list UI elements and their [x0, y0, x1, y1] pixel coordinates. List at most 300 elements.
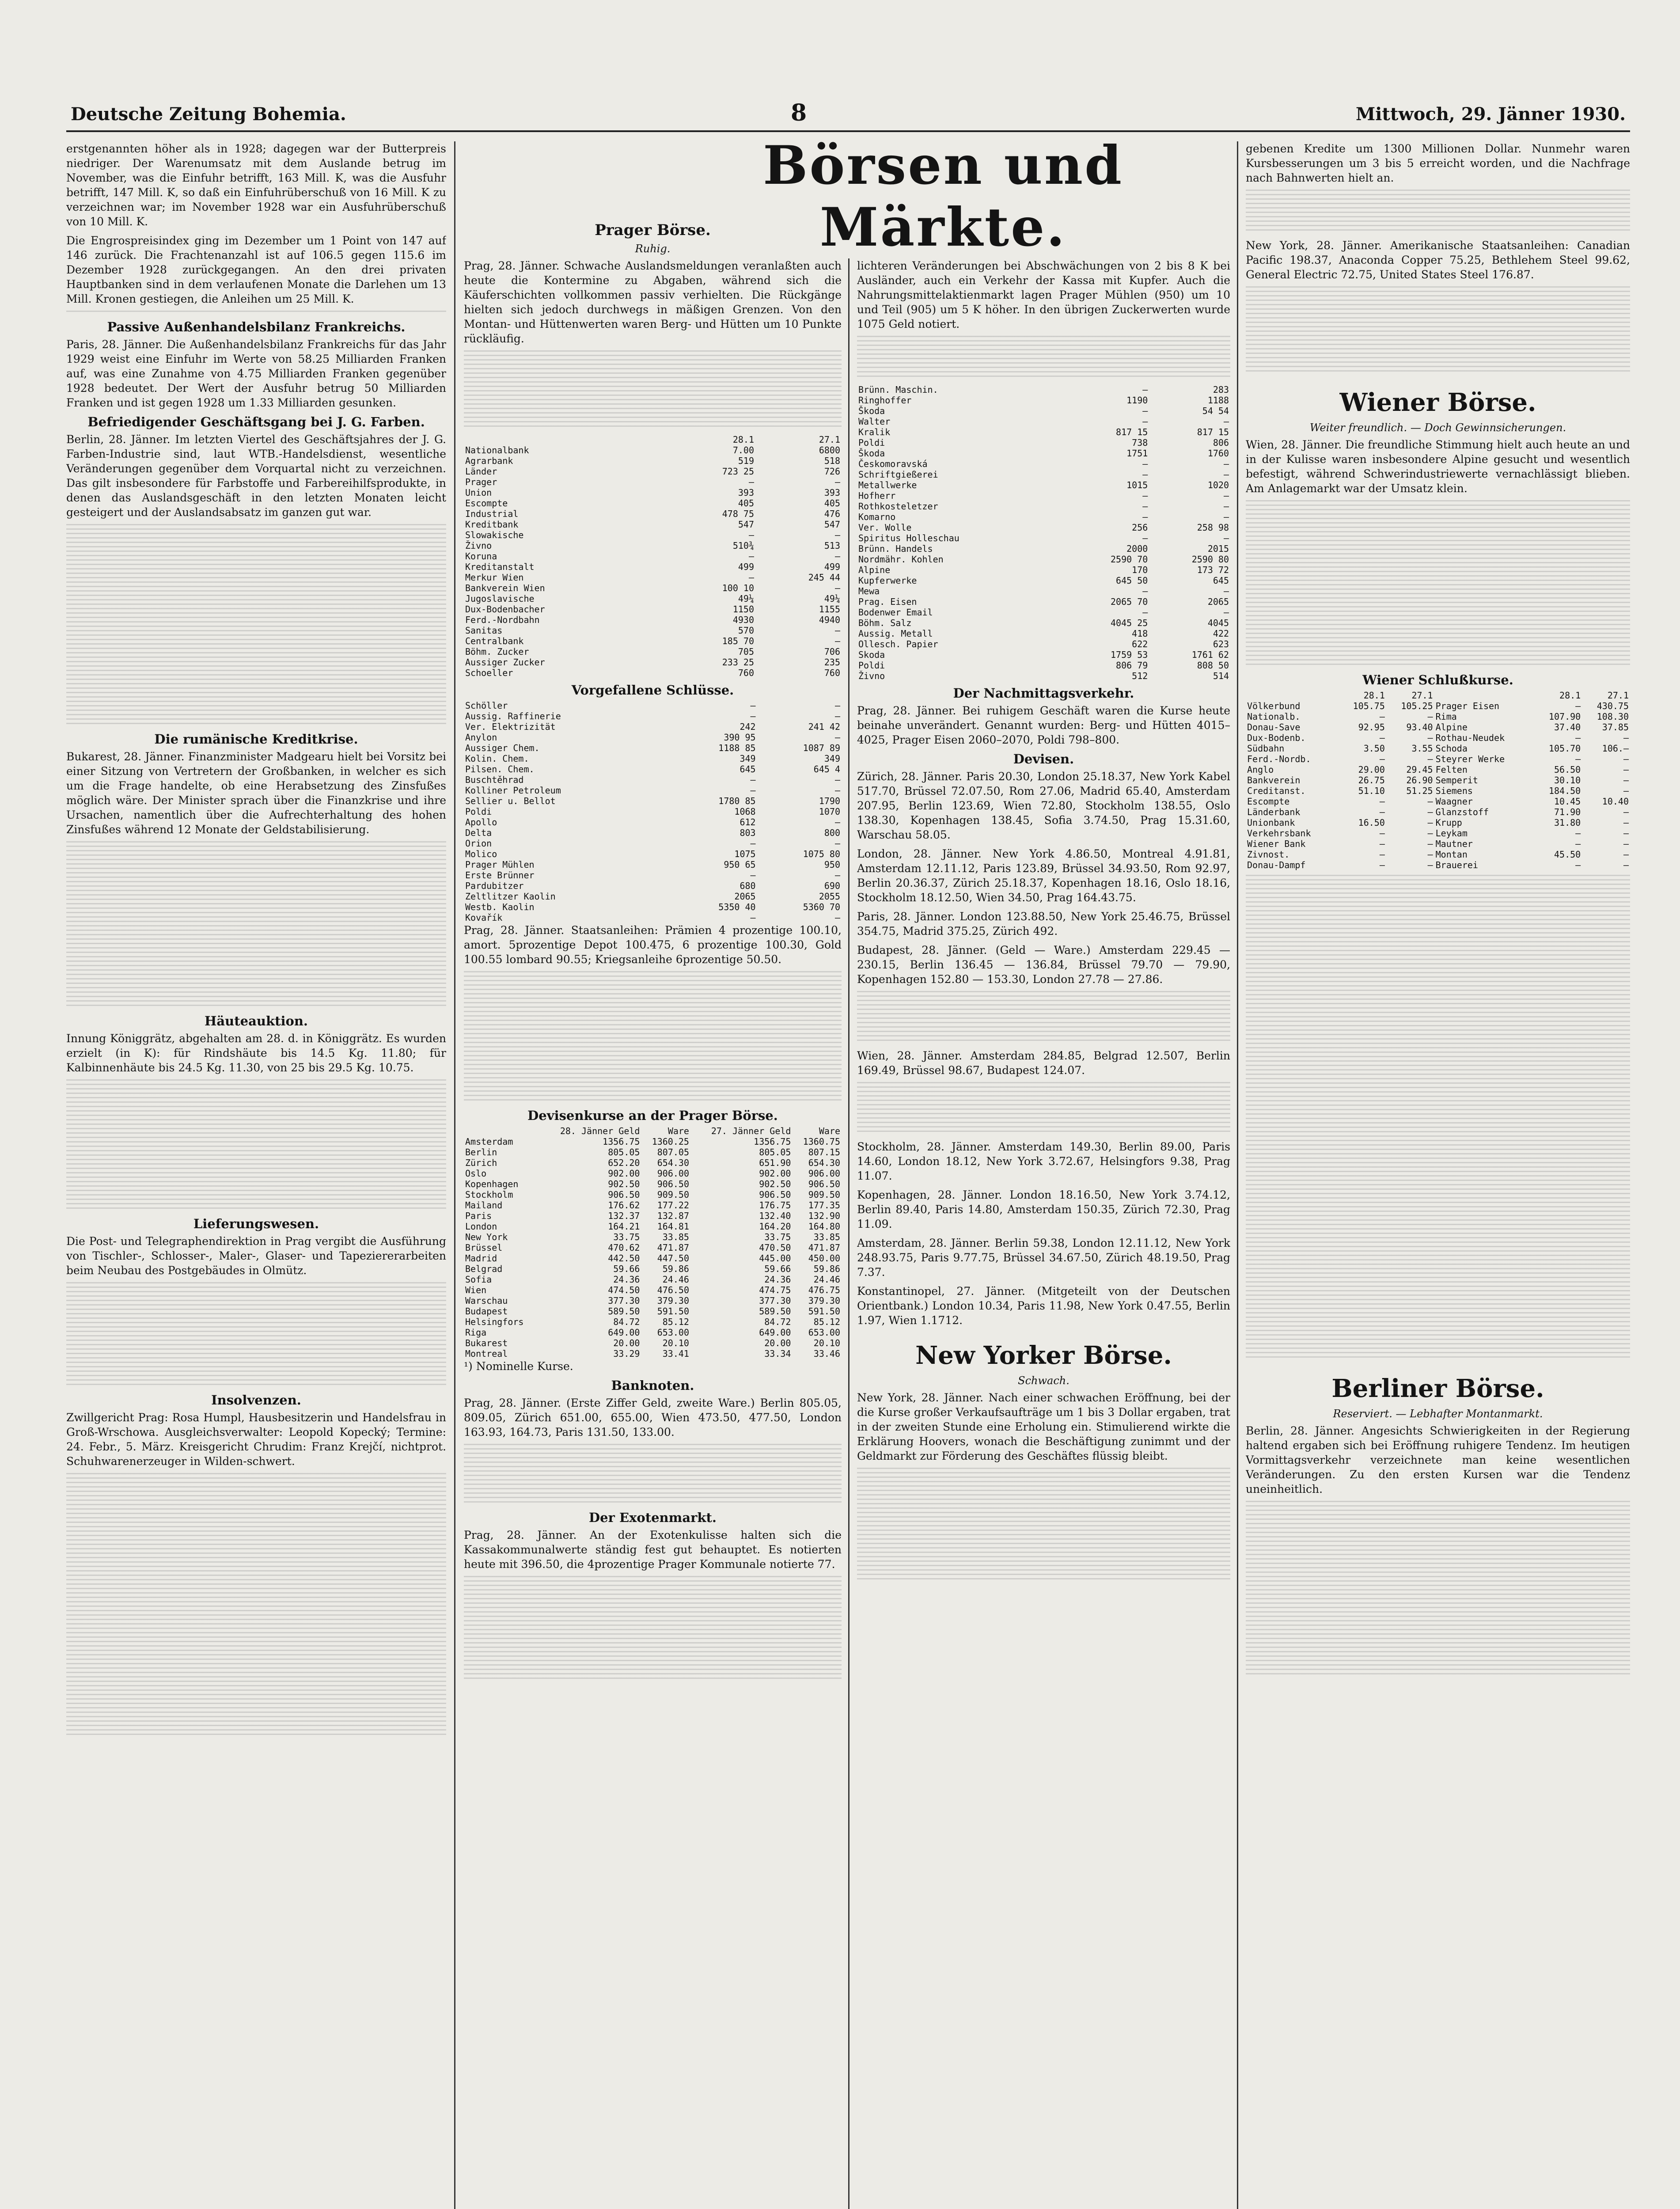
- table-row: [857, 480, 1230, 490]
- table-cell: 706: [824, 646, 840, 657]
- table-cell: 6800: [819, 445, 840, 455]
- table-cell: 589.50: [608, 1306, 640, 1317]
- table-row: [464, 1253, 842, 1264]
- table-row: [464, 445, 842, 455]
- table-row: [464, 1306, 842, 1317]
- table-cell: Aussiger Chem.: [465, 743, 540, 753]
- table-cell: 241 42: [808, 721, 840, 732]
- table-cell: 902.50: [759, 1179, 791, 1189]
- table-cell: —: [1379, 828, 1385, 839]
- table-cell: Ver. Elektrizität: [465, 721, 556, 732]
- table-cell: Alpine: [1435, 722, 1468, 733]
- table-cell: 33.29: [613, 1348, 640, 1359]
- table-cell: 807.15: [808, 1147, 840, 1158]
- table-cell: —: [1623, 817, 1629, 828]
- closing-prices-table: [1246, 690, 1630, 870]
- table-cell: 5360 70: [803, 902, 840, 912]
- table-row: [857, 469, 1230, 480]
- table-cell: 85.12: [813, 1317, 840, 1327]
- table-cell: 105.75: [1353, 701, 1385, 711]
- table-cell: 499: [824, 562, 840, 572]
- table-cell: —: [1379, 860, 1385, 870]
- page-number: 8: [791, 99, 807, 126]
- table-cell: —: [1379, 754, 1385, 764]
- table-row: [857, 512, 1230, 522]
- table-cell: Živno: [465, 540, 492, 551]
- table-cell: 800: [824, 827, 840, 838]
- table-cell: Brünn. Maschin.: [858, 384, 938, 395]
- stock-table: [464, 434, 842, 678]
- table-cell: —: [1223, 607, 1229, 618]
- table-row: [464, 1200, 842, 1211]
- table-cell: 51.10: [1358, 786, 1385, 796]
- table-cell: Völkerbund: [1247, 701, 1301, 711]
- table-cell: —: [1142, 469, 1148, 480]
- table-cell: 654.30: [657, 1158, 689, 1168]
- table-cell: 3.50: [1363, 743, 1385, 754]
- table-cell: Poldi: [465, 806, 492, 817]
- table-cell: —: [1575, 860, 1581, 870]
- article-text: Die Engrospreisindex ging im Dezember um 1 Point von 147 auf 146 zurück. Die Frachtenanzahl ist auf 106.5 gegen 115.6 im Dezember 1928 zurückgegangen. An den drei privaten Hauptbanken sind in dem verlaufenen Monate die Darlehen um 13 Mill. Kronen gestiegen, die Anleihen um 25 Mill. K.: [66, 234, 446, 305]
- table-row: [857, 522, 1230, 533]
- table-row: [464, 562, 842, 572]
- footnote: ¹) Nominelle Kurse.: [464, 1360, 573, 1373]
- text-filler: [464, 1576, 842, 1682]
- table-cell: 1070: [819, 806, 840, 817]
- table-cell: —: [750, 700, 756, 711]
- table-cell: 85.12: [662, 1317, 689, 1327]
- table-cell: Slowakische: [465, 530, 524, 540]
- table-cell: —: [1223, 586, 1229, 596]
- table-row: [464, 700, 842, 711]
- table-cell: Escompte: [1247, 796, 1290, 807]
- table-header: 28.1: [1559, 690, 1581, 701]
- table-row: [464, 1348, 842, 1359]
- table-cell: —: [750, 838, 756, 849]
- column-3: [857, 258, 1230, 2209]
- table-row: [464, 1136, 842, 1147]
- table-cell: 1020: [1207, 480, 1229, 490]
- text-filler: [66, 524, 446, 727]
- table-cell: 1356.75: [603, 1136, 640, 1147]
- article-text: Kopenhagen, 28. Jänner. London 18.16.50, New York 3.74.12, Berlin 89.40, Paris 14.80, Amsterdam 150.35, Zürich 72.30, Prag 11.09.: [857, 1188, 1230, 1230]
- table-cell: 59.86: [813, 1264, 840, 1274]
- table-cell: 31.80: [1554, 817, 1581, 828]
- table-row: [464, 849, 842, 859]
- table-cell: 170: [1132, 565, 1148, 575]
- table-cell: 1790: [819, 796, 840, 806]
- table-cell: 512: [1132, 671, 1148, 681]
- table-row: [1246, 839, 1630, 849]
- table-cell: 106.—: [1602, 743, 1629, 754]
- table-cell: —: [834, 838, 840, 849]
- table-row: [464, 1221, 842, 1232]
- table-cell: Donau-Dampf: [1247, 860, 1306, 870]
- table-cell: Waagner: [1435, 796, 1473, 807]
- table-header: [464, 434, 669, 445]
- table-cell: Donau-Save: [1247, 722, 1301, 733]
- table-cell: 185 70: [722, 636, 754, 646]
- table-cell: 649.00: [608, 1327, 640, 1338]
- table-cell: Montan: [1435, 849, 1468, 860]
- table-cell: 92.95: [1358, 722, 1385, 733]
- table-cell: 3.55: [1411, 743, 1433, 754]
- table-cell: Kralik: [858, 427, 891, 437]
- table-cell: —: [1623, 849, 1629, 860]
- table-cell: —: [1427, 828, 1433, 839]
- text-filler: [464, 350, 842, 430]
- table-cell: 652.20: [608, 1158, 640, 1168]
- table-row: [857, 406, 1230, 416]
- table-cell: Kovařík: [465, 912, 503, 923]
- table-cell: —: [750, 711, 756, 721]
- table-row: [1246, 711, 1630, 722]
- table-cell: —: [1223, 469, 1229, 480]
- article-heading: Insolvenzen.: [211, 1393, 301, 1408]
- table-cell: 570: [738, 625, 754, 636]
- table-cell: Leykam: [1435, 828, 1468, 839]
- table-cell: 2065: [734, 891, 756, 902]
- table-cell: Länderbank: [1247, 807, 1301, 817]
- table-cell: —: [1223, 501, 1229, 512]
- table-header: 28.1: [1363, 690, 1385, 701]
- table-cell: 760: [738, 668, 754, 678]
- table-cell: —: [1379, 849, 1385, 860]
- table-cell: Unionbank: [1247, 817, 1295, 828]
- table-cell: —: [1379, 796, 1385, 807]
- table-cell: —: [1223, 533, 1229, 543]
- table-cell: Sofia: [465, 1274, 492, 1285]
- table-cell: —: [1575, 701, 1581, 711]
- table-cell: 723 25: [722, 466, 754, 477]
- table-row: [464, 636, 842, 646]
- table-row: [464, 1179, 842, 1189]
- table-cell: Krupp: [1435, 817, 1462, 828]
- table-cell: 37.85: [1602, 722, 1629, 733]
- table-row: [857, 384, 1230, 395]
- table-cell: —: [1142, 384, 1148, 395]
- table-cell: Brauerei: [1435, 860, 1478, 870]
- table-cell: 33.85: [662, 1232, 689, 1242]
- table-cell: 806 79: [1116, 660, 1148, 671]
- column-rule: [1237, 141, 1238, 2209]
- table-cell: 510¾: [732, 540, 754, 551]
- table-cell: Koruna: [465, 551, 497, 562]
- table-cell: 33.75: [764, 1232, 791, 1242]
- table-cell: Schriftgießerei: [858, 469, 938, 480]
- table-cell: 37.40: [1554, 722, 1581, 733]
- table-cell: Südbahn: [1247, 743, 1285, 754]
- table-cell: Nationalb.: [1247, 711, 1301, 722]
- table-cell: 173 72: [1197, 565, 1229, 575]
- table-cell: 1075 80: [803, 849, 840, 859]
- table-cell: 547: [824, 519, 840, 530]
- table-row: [1246, 754, 1630, 764]
- table-header-row: [1246, 690, 1630, 701]
- table-row: [464, 1168, 842, 1179]
- table-cell: 422: [1213, 628, 1229, 639]
- table-cell: 909.50: [808, 1189, 840, 1200]
- table-header: Ware: [819, 1126, 840, 1136]
- table-cell: 2590 70: [1111, 554, 1148, 565]
- table-row: [464, 477, 842, 487]
- table-cell: —: [1623, 786, 1629, 796]
- table-cell: Pilsen. Chem.: [465, 764, 535, 774]
- table-cell: Alpine: [858, 565, 891, 575]
- table-cell: Hofherr: [858, 490, 896, 501]
- table-cell: Oslo: [465, 1168, 487, 1179]
- table-cell: Schoeller: [465, 668, 513, 678]
- table-row: [857, 543, 1230, 554]
- text-filler: [1246, 875, 1630, 1361]
- table-row: [464, 572, 842, 583]
- table-cell: —: [750, 870, 756, 881]
- table-cell: Riga: [465, 1327, 487, 1338]
- table-cell: 450.00: [808, 1253, 840, 1264]
- table-cell: Anylon: [465, 732, 497, 743]
- table-cell: 54 54: [1202, 406, 1229, 416]
- table-cell: 20.00: [613, 1338, 640, 1348]
- table-row: [464, 466, 842, 477]
- table-cell: Ferd.-Nordbahn: [465, 615, 540, 625]
- table-row: [464, 796, 842, 806]
- table-cell: Union: [465, 487, 492, 498]
- table-cell: 176.75: [759, 1200, 791, 1211]
- table-cell: Živno: [858, 671, 885, 681]
- table-cell: —: [834, 636, 840, 646]
- table-cell: Nordmähr. Kohlen: [858, 554, 944, 565]
- table-cell: 2055: [819, 891, 840, 902]
- table-cell: 1075: [734, 849, 756, 859]
- table-cell: 653.00: [657, 1327, 689, 1338]
- column-1: [66, 141, 446, 2209]
- table-row: [464, 806, 842, 817]
- table-cell: Bukarest: [465, 1338, 508, 1348]
- table-cell: 591.50: [808, 1306, 840, 1317]
- table-cell: —: [1427, 796, 1433, 807]
- table-cell: 817 15: [1116, 427, 1148, 437]
- table-cell: Škoda: [858, 448, 885, 459]
- table-cell: —: [1575, 828, 1581, 839]
- table-cell: Wien: [465, 1285, 487, 1295]
- table-cell: 20.10: [662, 1338, 689, 1348]
- table-cell: —: [1427, 807, 1433, 817]
- article-text: Berlin, 28. Jänner. Angesichts Schwierigkeiten in der Regierung haltend ergaben sich bei Eröffnung ruhigere Tendenz. Im heutigen Vormittagsverkehr verzeichnete man keine wesentlichen Veränderungen. Zu den ersten Kursen war die Tendenz uneinheitlich.: [1246, 1424, 1630, 1495]
- table-cell: 1188: [1207, 395, 1229, 406]
- table-cell: —: [1142, 459, 1148, 469]
- table-cell: 803: [740, 827, 756, 838]
- table-cell: Sanitas: [465, 625, 503, 636]
- table-cell: 33.41: [662, 1348, 689, 1359]
- table-row: [464, 1147, 842, 1158]
- table-cell: Madrid: [465, 1253, 497, 1264]
- table-cell: 33.75: [613, 1232, 640, 1242]
- table-cell: 902.50: [608, 1179, 640, 1189]
- table-cell: Erste Brünner: [465, 870, 535, 881]
- table-cell: New York: [465, 1232, 508, 1242]
- table-cell: 1751: [1126, 448, 1148, 459]
- table-row: [464, 551, 842, 562]
- article-text: New York, 28. Jänner. Nach einer schwachen Eröffnung, bei der die Kurse großer Verkaufsaufträge um 1 bis 3 Dollar ergaben, trat in der zweiten Stunde eine Erholung ein. Stimulierend wirkte die Erklärung Hoovers, wonach die Beschäftigung zunimmt und der Geldmarkt zur Förderung des Geschäftes flüssig bleibt.: [857, 1391, 1230, 1462]
- table-row: [464, 743, 842, 753]
- section-heading: Devisenkurse an der Prager Börse.: [527, 1108, 778, 1123]
- text-filler: [464, 1444, 842, 1506]
- table-cell: 902.00: [759, 1168, 791, 1179]
- table-cell: 16.50: [1358, 817, 1385, 828]
- table-row: [857, 596, 1230, 607]
- table-cell: Glanzstoff: [1435, 807, 1489, 817]
- table-cell: 164.20: [759, 1221, 791, 1232]
- table-cell: 1087 89: [803, 743, 840, 753]
- table-row: [857, 501, 1230, 512]
- table-cell: Ver. Wolle: [858, 522, 912, 533]
- table-cell: Paris: [465, 1211, 492, 1221]
- table-cell: Delta: [465, 827, 492, 838]
- table-row: [464, 1264, 842, 1274]
- table-row: [464, 593, 842, 604]
- table-cell: 107.90: [1548, 711, 1581, 722]
- table-cell: Dux-Bodenb.: [1247, 733, 1306, 743]
- text-filler: [857, 1468, 1230, 1583]
- table-cell: 513: [824, 540, 840, 551]
- table-cell: 4940: [819, 615, 840, 625]
- table-row: [464, 646, 842, 657]
- table-cell: Böhm. Zucker: [465, 646, 529, 657]
- table-cell: 4045: [1207, 618, 1229, 628]
- table-row: [857, 437, 1230, 448]
- table-cell: Prager Eisen: [1435, 701, 1500, 711]
- table-cell: —: [1142, 512, 1148, 522]
- table-cell: 690: [824, 881, 840, 891]
- table-cell: 1356.75: [754, 1136, 791, 1147]
- table-cell: —: [834, 711, 840, 721]
- table-cell: 242: [740, 721, 756, 732]
- table-cell: Pardubitzer: [465, 881, 524, 891]
- table-cell: 184.50: [1548, 786, 1581, 796]
- table-cell: —: [1623, 775, 1629, 786]
- table-cell: 1761 62: [1191, 649, 1229, 660]
- table-row: [464, 774, 842, 785]
- table-cell: 1150: [732, 604, 754, 615]
- table-cell: Rothkosteletzer: [858, 501, 938, 512]
- table-cell: Apollo: [465, 817, 497, 827]
- column-rule: [848, 258, 849, 2209]
- table-header-row: [464, 1126, 842, 1136]
- table-cell: 680: [740, 881, 756, 891]
- table-cell: 1190: [1126, 395, 1148, 406]
- table-row: [1246, 828, 1630, 839]
- table-row: [464, 604, 842, 615]
- table-cell: 589.50: [759, 1306, 791, 1317]
- table-cell: —: [1427, 817, 1433, 828]
- table-cell: 93.40: [1406, 722, 1433, 733]
- article-text: Prag, 28. Jänner. (Erste Ziffer Geld, zweite Ware.) Berlin 805.05, 809.05, Zürich 651.00, 655.00, Wien 473.50, 477.50, London 163.93, 164.73, Paris 131.50, 133.00.: [464, 1397, 842, 1439]
- section-heading: Devisen.: [1013, 752, 1074, 767]
- table-cell: —: [834, 870, 840, 881]
- table-cell: 177.22: [657, 1200, 689, 1211]
- table-row: [464, 1338, 842, 1348]
- table-cell: 1780 85: [718, 796, 756, 806]
- section-heading: Der Nachmittagsverkehr.: [953, 686, 1134, 701]
- table-row: [464, 487, 842, 498]
- table-cell: 1759 53: [1111, 649, 1148, 660]
- table-cell: —: [1623, 733, 1629, 743]
- table-cell: Brüssel: [465, 1242, 503, 1253]
- table-cell: Creditanst.: [1247, 786, 1306, 796]
- table-cell: 49¼: [738, 593, 754, 604]
- table-cell: 59.66: [764, 1264, 791, 1274]
- table-cell: Škoda: [858, 406, 885, 416]
- table-cell: —: [748, 530, 754, 540]
- table-row: [464, 455, 842, 466]
- section-heading: Banknoten.: [611, 1378, 694, 1393]
- table-header: 28.1: [732, 434, 754, 445]
- table-cell: Zürich: [465, 1158, 497, 1168]
- table-cell: Prager Mühlen: [465, 859, 535, 870]
- table-row: [857, 607, 1230, 618]
- table-row: [464, 615, 842, 625]
- text-filler: [857, 991, 1230, 1044]
- table-cell: 256: [1132, 522, 1148, 533]
- table-cell: 1155: [819, 604, 840, 615]
- table-cell: Kupferwerke: [858, 575, 917, 586]
- table-cell: Metallwerke: [858, 480, 917, 490]
- table-cell: Amsterdam: [465, 1136, 513, 1147]
- table-row: [464, 1317, 842, 1327]
- table-row: [464, 1158, 842, 1168]
- table-row: [464, 657, 842, 668]
- table-cell: 950 65: [724, 859, 756, 870]
- table-cell: 108.30: [1597, 711, 1629, 722]
- table-cell: 132.37: [608, 1211, 640, 1221]
- table-cell: —: [1427, 849, 1433, 860]
- table-cell: —: [1142, 406, 1148, 416]
- table-cell: Poldi: [858, 660, 885, 671]
- table-row: [464, 711, 842, 721]
- table-cell: 906.50: [608, 1189, 640, 1200]
- article-text: gebenen Kredite um 1300 Millionen Dollar. Nunmehr waren Kursbesserungen um 3 bis 5 erreicht worden, und die Nachfrage nach Bahnwerten hielt an.: [1246, 142, 1630, 184]
- article-text: Zürich, 28. Jänner. Paris 20.30, London 25.18.37, New York Kabel 517.70, Brüssel 72.07.50, Rom 27.06, Madrid 65.40, Amsterdam 207.95, Berlin 123.69, Wien 72.80, Stockholm 138.55, Oslo 138.30, Kopenhagen 138.45, Sofia 3.74.50, Prag 15.31.60, Warschau 58.05.: [857, 770, 1230, 841]
- table-cell: 59.86: [662, 1264, 689, 1274]
- table-cell: Merkur Wien: [465, 572, 524, 583]
- table-cell: 283: [1213, 384, 1229, 395]
- table-header: 27.1: [819, 434, 840, 445]
- table-cell: —: [1142, 586, 1148, 596]
- table-cell: Zivnost.: [1247, 849, 1290, 860]
- table-cell: 805.05: [759, 1147, 791, 1158]
- table-cell: 645: [1213, 575, 1229, 586]
- table-cell: 906.50: [657, 1179, 689, 1189]
- table-cell: —: [1223, 512, 1229, 522]
- table-cell: —: [1379, 807, 1385, 817]
- text-filler: [1246, 286, 1630, 375]
- table-cell: Zeltlitzer Kaolin: [465, 891, 556, 902]
- text-filler: [66, 1473, 446, 1738]
- table-cell: 177.35: [808, 1200, 840, 1211]
- table-cell: —: [1379, 839, 1385, 849]
- column-4: [1246, 141, 1630, 2209]
- table-cell: Schoda: [1435, 743, 1468, 754]
- table-cell: Mailand: [465, 1200, 503, 1211]
- table-cell: 393: [738, 487, 754, 498]
- article-text: Zwillgericht Prag: Rosa Humpl, Hausbesitzerin und Handelsfrau in Groß-Wrschowa. Ausgleichsverwalter: Leopold Kopecký; Termine: 24. Febr., 5. März. Kreisgericht Chrudim: Franz Krejčí, nichtprot. Schuhwarenerzeuger in Wilden-schwert.: [66, 1411, 446, 1468]
- table-row: [857, 649, 1230, 660]
- table-cell: Molico: [465, 849, 497, 859]
- table-cell: 623: [1213, 639, 1229, 649]
- table-cell: 906.00: [657, 1168, 689, 1179]
- table-cell: Mautner: [1435, 839, 1473, 849]
- table-cell: 649.00: [759, 1327, 791, 1338]
